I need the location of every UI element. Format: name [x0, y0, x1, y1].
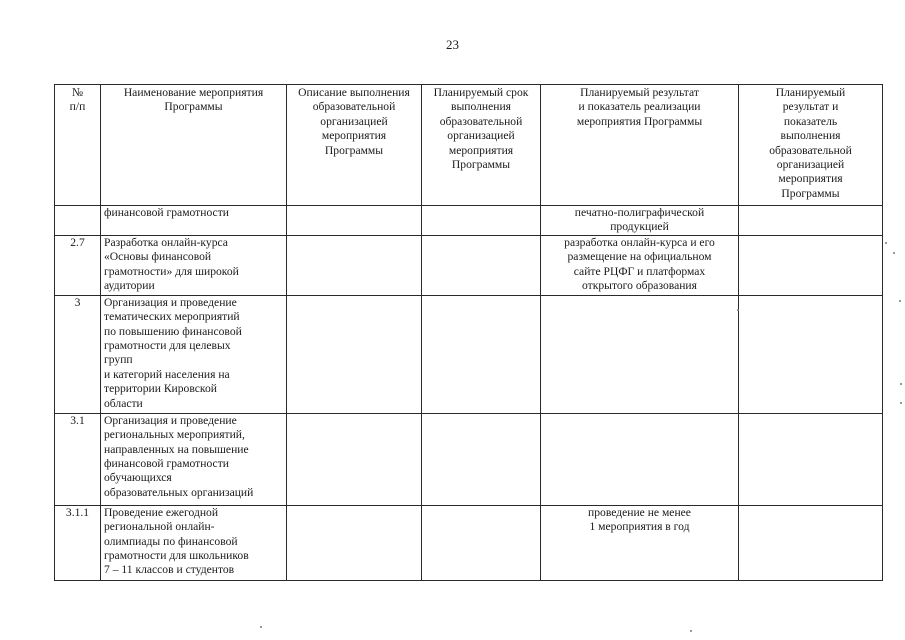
table-row — [55, 413, 883, 505]
table-header-row — [55, 85, 883, 206]
cell-activity-name: Проведение ежегодной региональной онлайн- олимпиады по финансовой грамотности для школьников 7 – 11 классов и студентов — [101, 505, 287, 580]
header-planned-result: Планируемый результат и показатель реализации мероприятия Программы — [541, 85, 739, 206]
page-number: 23 — [446, 37, 459, 52]
scan-speck — [900, 402, 902, 404]
header-description: Описание выполнения образовательной организацией мероприятия Программы — [287, 85, 422, 206]
cell-deadline — [422, 505, 541, 580]
cell-activity-name: финансовой грамотности — [101, 206, 287, 236]
cell-description — [287, 295, 422, 413]
cell-description — [287, 413, 422, 505]
table-row — [55, 206, 883, 236]
scan-speck — [893, 252, 895, 254]
cell-deadline — [422, 413, 541, 505]
header-deadline: Планируемый срок выполнения образовательной организацией мероприятия Программы — [422, 85, 541, 206]
cell-activity-name: Организация и проведение тематических мероприятий по повышению финансовой грамотности для целевых групп и категорий населения на территории Кировской области — [101, 295, 287, 413]
header-number: № п/п — [55, 85, 101, 206]
cell-planned-result: печатно-полиграфической продукцией — [541, 206, 739, 236]
table-row — [55, 235, 883, 295]
cell-number: 3.1 — [55, 413, 101, 505]
cell-activity-name: Организация и проведение региональных мероприятий, направленных на повышение финансовой грамотности обучающихся образовательных организаций — [101, 413, 287, 505]
cell-number: 2.7 — [55, 235, 101, 295]
cell-planned-result — [541, 295, 739, 413]
scan-speck — [899, 300, 901, 302]
cell-deadline — [422, 235, 541, 295]
cell-deadline — [422, 295, 541, 413]
cell-deadline — [422, 206, 541, 236]
cell-org-result — [739, 235, 883, 295]
scan-speck — [690, 630, 692, 632]
program-activities-table — [54, 84, 883, 581]
cell-org-result — [739, 413, 883, 505]
cell-description — [287, 206, 422, 236]
cell-number — [55, 206, 101, 236]
header-activity-name: Наименование мероприятия Программы — [101, 85, 287, 206]
header-org-result: Планируемый результат и показатель выполнения образовательной организацией мероприятия Программы — [739, 85, 883, 206]
cell-org-result — [739, 505, 883, 580]
table-row — [55, 505, 883, 580]
cell-number: 3 — [55, 295, 101, 413]
scan-speck — [900, 383, 902, 385]
cell-description — [287, 505, 422, 580]
cell-number: 3.1.1 — [55, 505, 101, 580]
cell-planned-result: проведение не менее 1 мероприятия в год — [541, 505, 739, 580]
cell-org-result — [739, 295, 883, 413]
cell-planned-result — [541, 413, 739, 505]
cell-activity-name: Разработка онлайн-курса «Основы финансовой грамотности» для широкой аудитории — [101, 235, 287, 295]
scan-speck — [737, 309, 739, 311]
scan-speck — [885, 242, 887, 244]
cell-description — [287, 235, 422, 295]
table-row — [55, 295, 883, 413]
cell-planned-result: разработка онлайн-курса и его размещение на официальном сайте РЦФГ и платформах открытого образования — [541, 235, 739, 295]
scan-speck — [260, 626, 262, 628]
cell-org-result — [739, 206, 883, 236]
